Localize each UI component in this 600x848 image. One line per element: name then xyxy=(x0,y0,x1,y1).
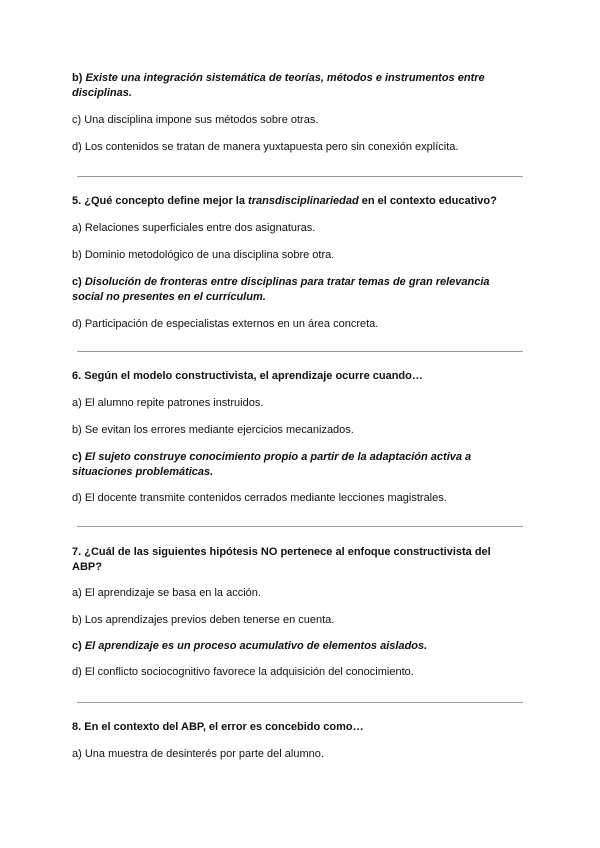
q4-option-c: c) Una disciplina impone sus métodos sobre otras. xyxy=(72,114,319,126)
q4-option-d: d) Los contenidos se tratan de manera yuxtapuesta pero sin conexión explícita. xyxy=(72,141,459,153)
q6-question: 6. Según el modelo constructivista, el aprendizaje ocurre cuando… xyxy=(72,370,423,382)
q4-option-b-line2: disciplinas. xyxy=(72,87,132,99)
q8-question: 8. En el contexto del ABP, el error es concebido como… xyxy=(72,721,364,733)
q6-option-b: b) Se evitan los errores mediante ejercicios mecanizados. xyxy=(72,424,354,436)
q7-option-c xyxy=(72,639,527,654)
q6-option-c-prefix: c) xyxy=(72,451,82,463)
q6-option-a: a) El alumno repite patrones instruidos. xyxy=(72,397,264,409)
q5-question xyxy=(72,194,527,209)
q7-option-d: d) El conflicto sociocognitivo favorece la adquisición del conocimiento. xyxy=(72,666,414,678)
q7-question-line2: ABP? xyxy=(72,561,102,573)
section-divider xyxy=(77,351,523,352)
q5-question-italic: transdisciplinariedad xyxy=(248,195,359,207)
q5-option-b: b) Dominio metodológico de una disciplina sobre otra. xyxy=(72,249,335,261)
q4-option-b-line1 xyxy=(72,71,527,86)
q7-option-c-prefix: c) xyxy=(72,640,82,652)
q5-option-c-line1 xyxy=(72,275,527,290)
section-divider xyxy=(77,702,523,703)
q7-question-line1: 7. ¿Cuál de las siguientes hipótesis NO pertenece al enfoque constructivista del xyxy=(72,546,491,558)
q5-question-post: en el contexto educativo? xyxy=(358,195,497,207)
q4-option-b-text: Existe una integración sistemática de teorías, métodos e instrumentos entre xyxy=(85,72,485,84)
q5-option-c-prefix: c) xyxy=(72,276,82,288)
q7-option-c-text: El aprendizaje es un proceso acumulativo de elementos aislados. xyxy=(84,640,428,652)
q5-question-pre: 5. ¿Qué concepto define mejor la xyxy=(72,195,249,207)
q7-option-b: b) Los aprendizajes previos deben tenerse en cuenta. xyxy=(72,614,335,626)
q5-option-c-line2: social no presentes en el currículum. xyxy=(72,291,266,303)
q6-option-c-line2: situaciones problemáticas. xyxy=(72,466,214,478)
q7-option-a: a) El aprendizaje se basa en la acción. xyxy=(72,587,261,599)
q6-option-c-text: El sujeto construye conocimiento propio a partir de la adaptación activa a xyxy=(84,451,472,463)
q6-option-c-line1 xyxy=(72,450,527,465)
q5-option-a: a) Relaciones superficiales entre dos asignaturas. xyxy=(72,222,316,234)
q5-option-d: d) Participación de especialistas externos en un área concreta. xyxy=(72,318,379,330)
section-divider xyxy=(77,176,523,177)
q8-option-a: a) Una muestra de desinterés por parte del alumno. xyxy=(72,748,324,760)
section-divider xyxy=(77,526,523,527)
q4-option-b-prefix: b) xyxy=(72,72,83,84)
q6-option-d: d) El docente transmite contenidos cerrados mediante lecciones magistrales. xyxy=(72,492,447,504)
q5-option-c-text: Disolución de fronteras entre disciplinas para tratar temas de gran relevancia xyxy=(84,276,490,288)
